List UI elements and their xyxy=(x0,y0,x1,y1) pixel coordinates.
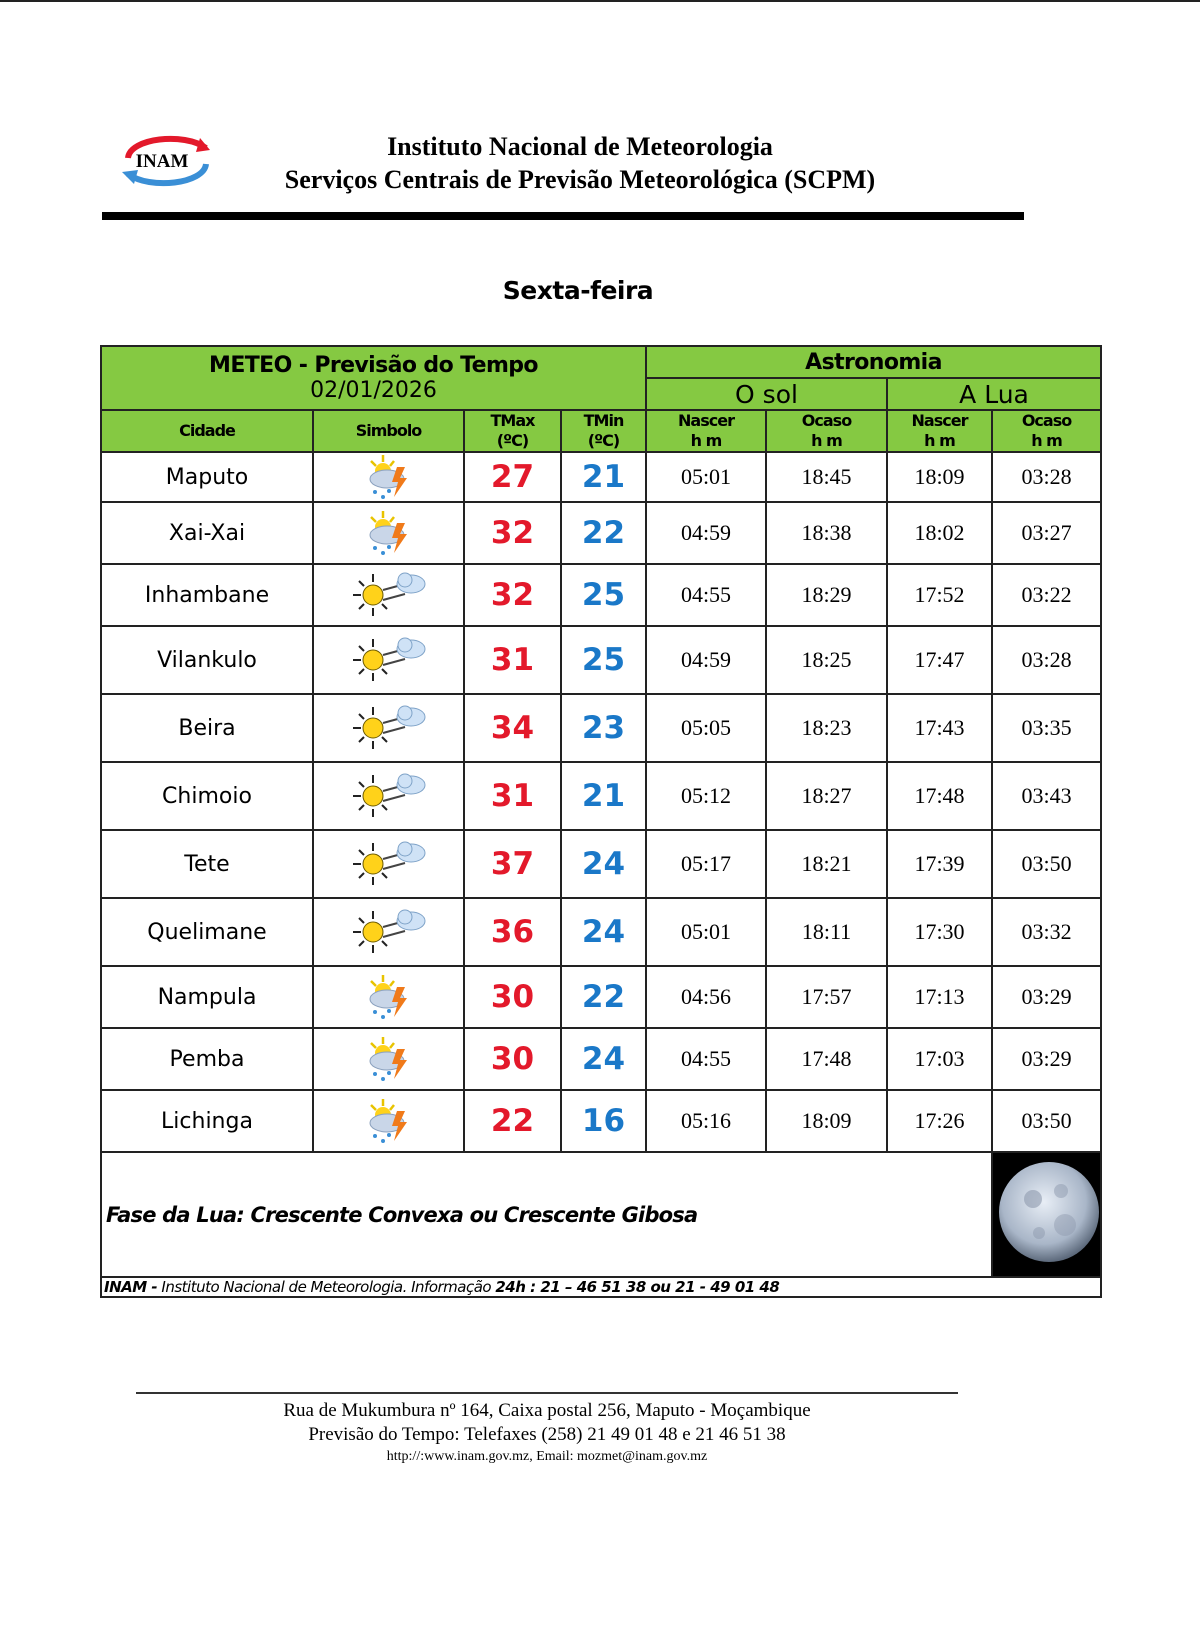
sunset-time: 17:48 xyxy=(766,1028,887,1090)
moonrise-time: 17:39 xyxy=(887,830,992,898)
thunderstorm-icon xyxy=(314,1097,463,1145)
tmax-value: 36 xyxy=(464,898,561,966)
sunset-time: 18:23 xyxy=(766,694,887,762)
tmin-value: 22 xyxy=(561,502,646,564)
moonset-time: 03:28 xyxy=(992,626,1101,694)
forecast-date: 02/01/2026 xyxy=(310,378,437,403)
header-rule xyxy=(102,212,1024,220)
web-email-line: http://:www.inam.gov.mz, Email: mozmet@inam.gov.mz xyxy=(386,1449,708,1464)
tmax-value: 34 xyxy=(464,694,561,762)
moonrise-time: 17:48 xyxy=(887,762,992,830)
city-name: Inhambane xyxy=(101,564,313,626)
moon-phase-text: Fase da Lua: Crescente Convexa ou Crescente Gibosa xyxy=(101,1152,992,1277)
day-title: Sexta-feira xyxy=(502,276,654,305)
sun-cloud-icon xyxy=(314,570,463,620)
forecast-row xyxy=(101,564,1101,626)
moonset-time: 03:27 xyxy=(992,502,1101,564)
tmax-value: 27 xyxy=(464,452,561,502)
weather-symbol-cell xyxy=(313,1090,464,1152)
sun-header: O sol xyxy=(646,378,887,410)
col-symbol: Simbolo xyxy=(313,410,464,452)
moonset-time: 03:32 xyxy=(992,898,1101,966)
weather-symbol-cell xyxy=(313,502,464,564)
col-tmin: TMin (ºC) xyxy=(561,410,646,452)
city-name: Vilankulo xyxy=(101,626,313,694)
weather-symbol-cell xyxy=(313,626,464,694)
sun-cloud-icon xyxy=(314,635,463,685)
forecast-row xyxy=(101,830,1101,898)
tmin-value: 24 xyxy=(561,1028,646,1090)
moonset-time: 03:50 xyxy=(992,1090,1101,1152)
logo-text: INAM xyxy=(135,151,189,172)
col-moon-rise: Nascer h m xyxy=(887,410,992,452)
moon-icon xyxy=(993,1153,1100,1271)
tmin-value: 16 xyxy=(561,1090,646,1152)
top-border-line xyxy=(0,0,1200,2)
sun-cloud-icon xyxy=(314,907,463,957)
city-name: Tete xyxy=(101,830,313,898)
moonset-time: 03:22 xyxy=(992,564,1101,626)
forecast-row xyxy=(101,502,1101,564)
address-line: Rua de Mukumbura nº 164, Caixa postal 256, Maputo - Moçambique xyxy=(283,1400,811,1421)
city-name: Beira xyxy=(101,694,313,762)
sunrise-time: 04:55 xyxy=(646,1028,766,1090)
city-name: Chimoio xyxy=(101,762,313,830)
tmin-value: 23 xyxy=(561,694,646,762)
sunrise-time: 04:56 xyxy=(646,966,766,1028)
sunset-time: 18:27 xyxy=(766,762,887,830)
sunrise-time: 05:01 xyxy=(646,452,766,502)
sunset-time: 18:09 xyxy=(766,1090,887,1152)
thunderstorm-icon xyxy=(314,1035,463,1083)
tmin-value: 25 xyxy=(561,626,646,694)
thunderstorm-icon xyxy=(314,509,463,557)
moonset-time: 03:43 xyxy=(992,762,1101,830)
sunset-time: 18:21 xyxy=(766,830,887,898)
service-name: Serviços Centrais de Previsão Meteorológica (SCPM) xyxy=(284,165,876,194)
moonset-time: 03:29 xyxy=(992,966,1101,1028)
thunderstorm-icon xyxy=(314,973,463,1021)
sun-cloud-icon xyxy=(314,839,463,889)
weather-symbol-cell xyxy=(313,452,464,502)
forecast-row xyxy=(101,966,1101,1028)
moonset-time: 03:28 xyxy=(992,452,1101,502)
col-city: Cidade xyxy=(101,410,313,452)
weather-symbol-cell xyxy=(313,1028,464,1090)
tmax-value: 31 xyxy=(464,626,561,694)
forecast-title-cell xyxy=(101,346,646,410)
moonrise-time: 17:30 xyxy=(887,898,992,966)
moon-header: A Lua xyxy=(887,378,1101,410)
sunset-time: 17:57 xyxy=(766,966,887,1028)
forecast-row xyxy=(101,762,1101,830)
tmin-value: 25 xyxy=(561,564,646,626)
institute-name: Instituto Nacional de Meteorologia xyxy=(387,132,773,161)
tmax-value: 37 xyxy=(464,830,561,898)
table-footer: INAM - Instituto Nacional de Meteorologia. Informação 24h : 21 – 46 51 38 ou 21 - 49 01 48 xyxy=(101,1277,1101,1297)
moonset-time: 03:29 xyxy=(992,1028,1101,1090)
inam-logo xyxy=(114,128,218,194)
sunrise-time: 04:55 xyxy=(646,564,766,626)
tmin-value: 21 xyxy=(561,452,646,502)
forecast-row xyxy=(101,626,1101,694)
moonrise-time: 17:52 xyxy=(887,564,992,626)
tmax-value: 30 xyxy=(464,1028,561,1090)
tmax-value: 30 xyxy=(464,966,561,1028)
tmax-value: 32 xyxy=(464,564,561,626)
col-sun-rise: Nascer h m xyxy=(646,410,766,452)
city-name: Nampula xyxy=(101,966,313,1028)
moonrise-time: 17:43 xyxy=(887,694,992,762)
sunset-time: 18:29 xyxy=(766,564,887,626)
city-name: Pemba xyxy=(101,1028,313,1090)
moonrise-time: 17:13 xyxy=(887,966,992,1028)
sunset-time: 18:25 xyxy=(766,626,887,694)
weather-symbol-cell xyxy=(313,762,464,830)
sunrise-time: 05:17 xyxy=(646,830,766,898)
weather-symbol-cell xyxy=(313,966,464,1028)
moon-phase-cell xyxy=(992,1152,1101,1277)
tmin-value: 24 xyxy=(561,898,646,966)
moonrise-time: 17:26 xyxy=(887,1090,992,1152)
city-name: Lichinga xyxy=(101,1090,313,1152)
moonrise-time: 18:09 xyxy=(887,452,992,502)
tmax-value: 32 xyxy=(464,502,561,564)
forecast-title: METEO - Previsão do Tempo xyxy=(209,353,538,378)
forecast-row xyxy=(101,694,1101,762)
forecast-row xyxy=(101,452,1101,502)
thunderstorm-icon xyxy=(314,453,463,501)
moonrise-time: 18:02 xyxy=(887,502,992,564)
sunset-time: 18:11 xyxy=(766,898,887,966)
sunrise-time: 05:16 xyxy=(646,1090,766,1152)
sun-cloud-icon xyxy=(314,771,463,821)
sunset-time: 18:45 xyxy=(766,452,887,502)
city-name: Maputo xyxy=(101,452,313,502)
forecast-row xyxy=(101,1090,1101,1152)
phone-line: Previsão do Tempo: Telefaxes (258) 21 49 01 48 e 21 46 51 38 xyxy=(308,1424,786,1445)
tmax-value: 22 xyxy=(464,1090,561,1152)
forecast-row xyxy=(101,1028,1101,1090)
sunrise-time: 05:01 xyxy=(646,898,766,966)
weather-symbol-cell xyxy=(313,830,464,898)
col-moon-set: Ocaso h m xyxy=(992,410,1101,452)
col-sun-set: Ocaso h m xyxy=(766,410,887,452)
institute-header xyxy=(230,130,930,196)
moonset-time: 03:50 xyxy=(992,830,1101,898)
sunset-time: 18:38 xyxy=(766,502,887,564)
city-name: Quelimane xyxy=(101,898,313,966)
footer-rule xyxy=(136,1392,958,1394)
moonrise-time: 17:47 xyxy=(887,626,992,694)
moonrise-time: 17:03 xyxy=(887,1028,992,1090)
col-tmax: TMax (ºC) xyxy=(464,410,561,452)
tmax-value: 31 xyxy=(464,762,561,830)
sunrise-time: 04:59 xyxy=(646,502,766,564)
tmin-value: 21 xyxy=(561,762,646,830)
forecast-row xyxy=(101,898,1101,966)
weather-symbol-cell xyxy=(313,898,464,966)
weather-symbol-cell xyxy=(313,694,464,762)
tmin-value: 24 xyxy=(561,830,646,898)
sunrise-time: 05:05 xyxy=(646,694,766,762)
forecast-table xyxy=(100,345,1102,1298)
astronomy-header: Astronomia xyxy=(646,346,1101,378)
weather-symbol-cell xyxy=(313,564,464,626)
sunrise-time: 04:59 xyxy=(646,626,766,694)
moonset-time: 03:35 xyxy=(992,694,1101,762)
city-name: Xai-Xai xyxy=(101,502,313,564)
tmin-value: 22 xyxy=(561,966,646,1028)
sunrise-time: 05:12 xyxy=(646,762,766,830)
sun-cloud-icon xyxy=(314,703,463,753)
